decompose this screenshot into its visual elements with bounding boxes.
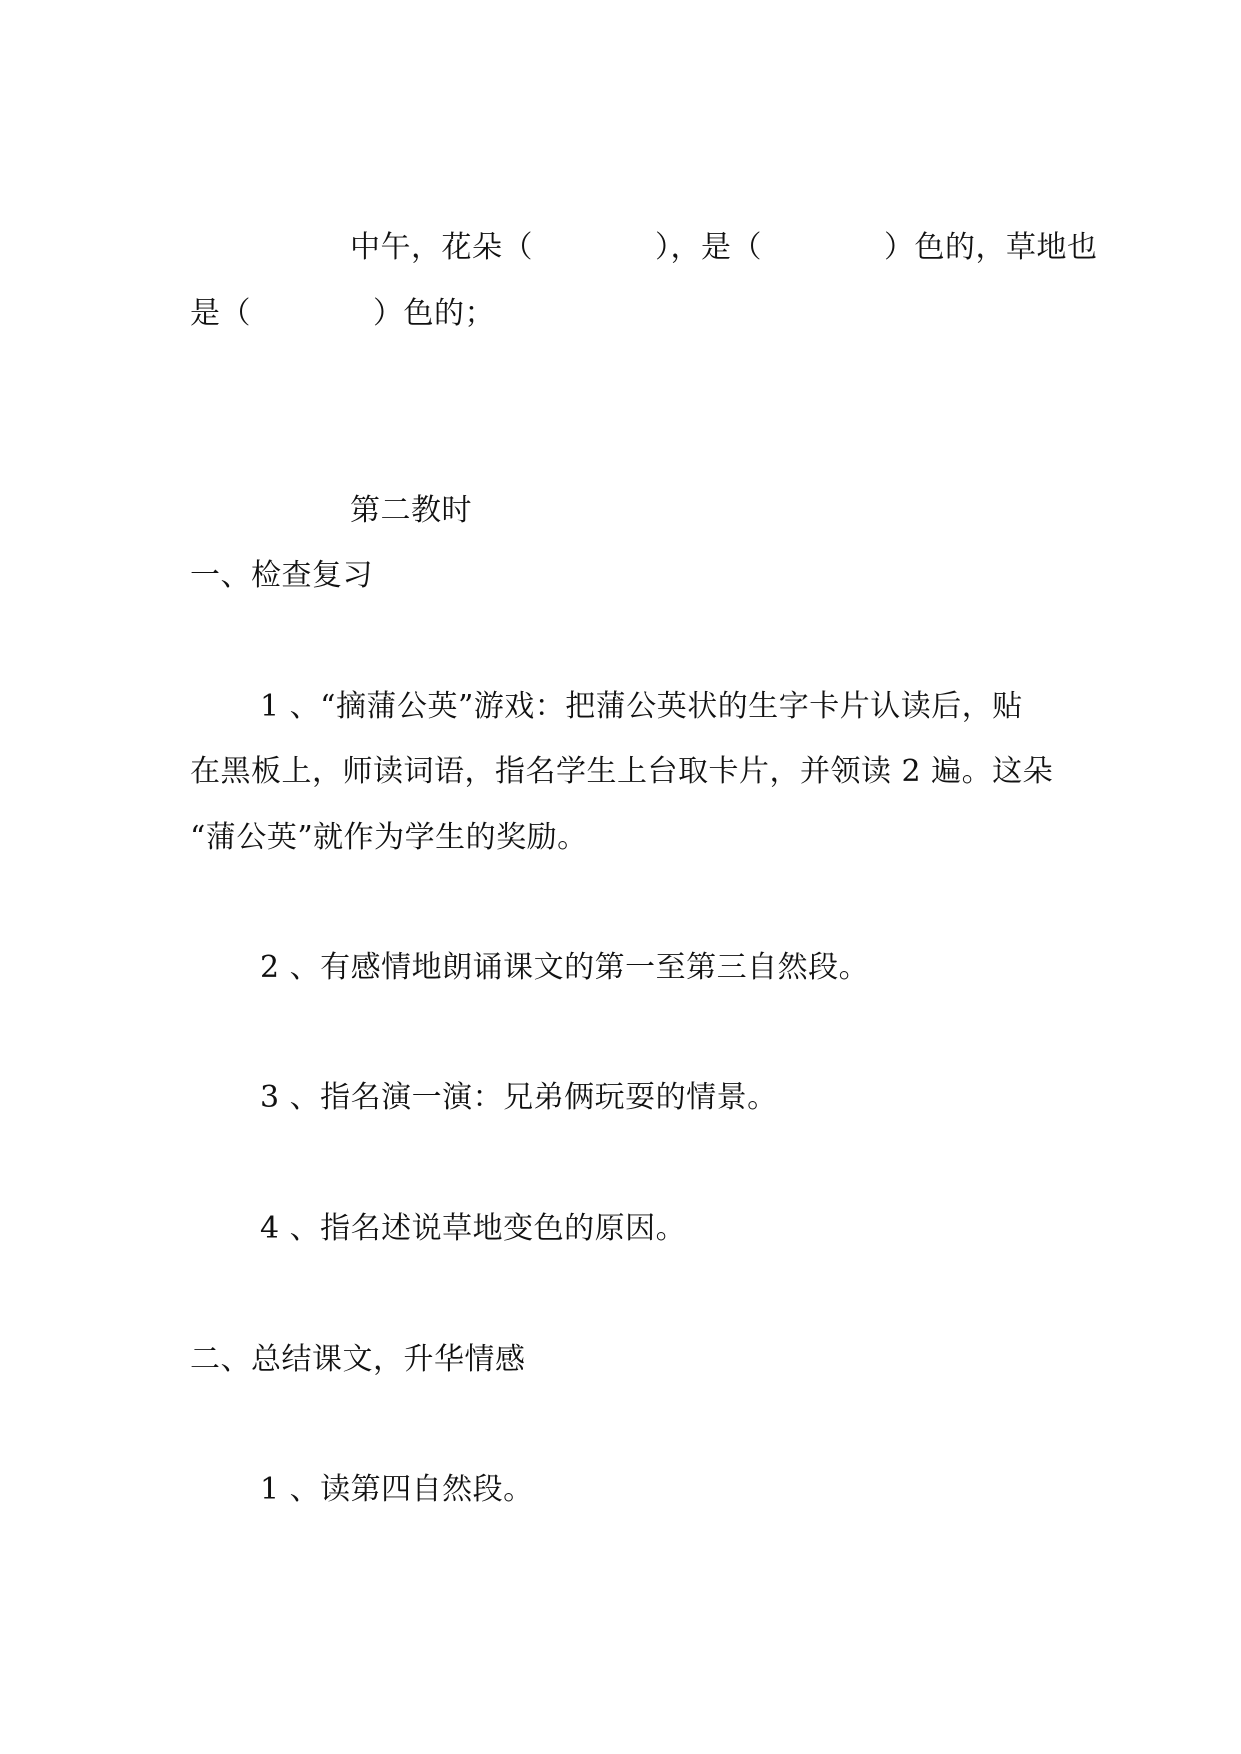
section-1-item-2: 2 、有感情地朗诵课文的第一至第三自然段。 (260, 950, 870, 985)
fill-in-line-2: 是（ ）色的； (190, 296, 495, 331)
section-1-item-1-line-3: “蒲公英”就作为学生的奖励。 (190, 820, 588, 855)
section-1-heading: 一、检查复习 (190, 558, 373, 593)
section-1-item-4: 4 、指名述说草地变色的原因。 (260, 1211, 687, 1246)
fill-in-line-1: 中午，花朵（ ），是（ ）色的，草地也 (350, 230, 1098, 265)
section-1-item-3: 3 、指名演一演：兄弟俩玩耍的情景。 (260, 1080, 778, 1115)
section-2-item-1: 1 、读第四自然段。 (260, 1472, 534, 1507)
section-2-heading: 二、总结课文，升华情感 (190, 1342, 526, 1377)
section-1-item-1-line-1: 1 、“摘蒲公英”游戏：把蒲公英状的生字卡片认读后，贴 (260, 689, 1023, 724)
section-1-item-1-line-2: 在黑板上，师读词语，指名学生上台取卡片，并领读 2 遍。这朵 (190, 754, 1054, 789)
lesson-title: 第二教时 (350, 493, 472, 528)
